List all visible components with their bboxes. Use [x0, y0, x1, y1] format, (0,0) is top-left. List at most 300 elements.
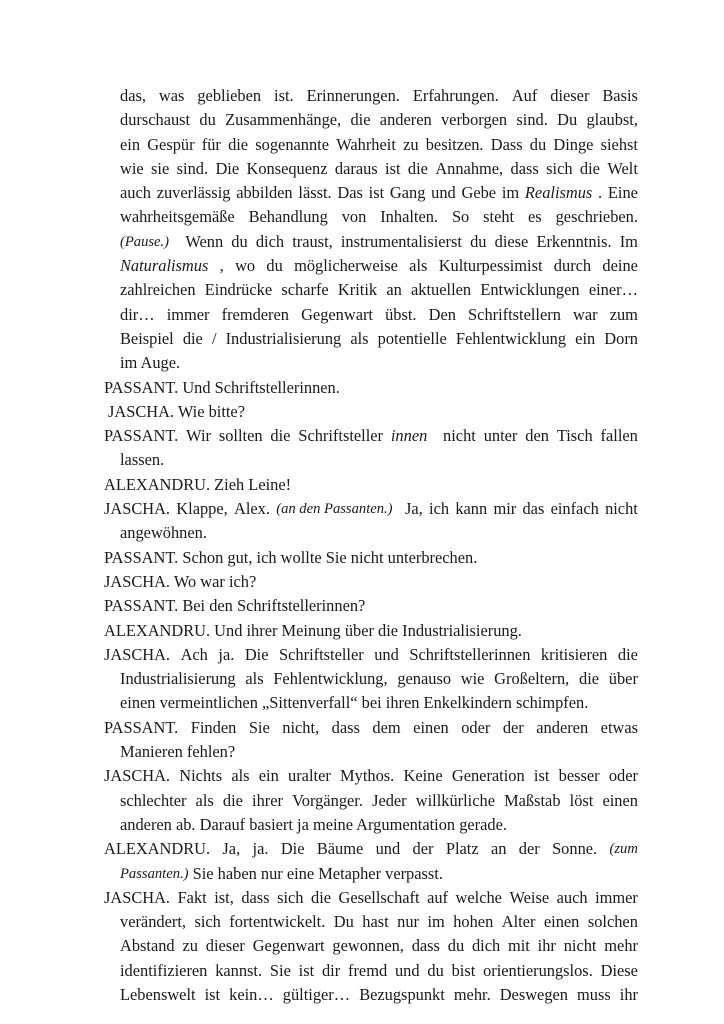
text-word: sich	[546, 158, 573, 178]
text-word: Industrialisierung	[225, 328, 342, 348]
text-word: verborgen	[440, 110, 508, 130]
text-word: Platz	[445, 839, 479, 859]
text-word: ist,	[214, 887, 234, 907]
stage-direction: Passanten.)	[120, 865, 189, 882]
text-word: die	[270, 426, 291, 446]
text-line	[104, 84, 638, 108]
text-word: verändert,	[120, 912, 186, 932]
text-word: kann	[455, 499, 488, 519]
text-word: Die	[215, 158, 240, 178]
text-word: du	[470, 231, 487, 251]
text-word: die	[579, 669, 600, 689]
text-word: es	[528, 207, 542, 227]
text-word: Fehlentwicklung,	[273, 669, 388, 689]
text-line	[104, 473, 638, 497]
text-word: das,	[120, 86, 146, 105]
text-word: Schriftstellern	[468, 304, 561, 324]
text-word: JASCHA.	[104, 766, 171, 786]
text-word: ist	[368, 183, 385, 203]
text-line	[104, 424, 638, 448]
text-word: bist	[451, 960, 476, 980]
text-word: solchen	[587, 912, 638, 932]
text-word: wie	[460, 669, 485, 689]
text-word: So	[451, 207, 470, 227]
text-line	[104, 740, 638, 764]
text-line	[104, 983, 638, 1007]
text-word: Weise	[509, 887, 550, 907]
text-word: dieser	[205, 936, 245, 956]
text-word: ihr	[537, 936, 556, 956]
document-page	[104, 84, 638, 1007]
text-line	[104, 862, 638, 886]
text-word: Tisch	[556, 426, 593, 446]
text-word: Alter	[501, 912, 536, 932]
text-word: Klappe,	[176, 499, 228, 519]
text-word: immer	[595, 887, 638, 907]
text-word: mir	[493, 499, 517, 519]
text-word: wahrheitsgemäße	[120, 207, 235, 227]
text-word: Kritik	[337, 280, 378, 300]
text-word: Vorgänger.	[292, 790, 363, 810]
text-word: etwas	[600, 717, 638, 737]
text-line	[104, 789, 638, 813]
text-line	[104, 205, 638, 229]
text-word: ein	[120, 134, 141, 154]
text-line	[104, 133, 638, 157]
text-line	[104, 570, 638, 594]
text-word: Konsequenz	[246, 158, 328, 178]
text-line	[104, 643, 638, 667]
text-word: besitzen.	[425, 134, 484, 154]
text-word: Entwicklungen	[480, 280, 580, 300]
text-word: Die	[280, 839, 305, 859]
text-word: scharfe	[281, 280, 329, 300]
text-word: einer…	[588, 280, 638, 300]
text-word: ja.	[252, 839, 269, 859]
text-word: kritisieren	[540, 644, 608, 664]
text-word: Du	[333, 912, 354, 932]
text-word: an	[490, 839, 507, 859]
text-word: ja.	[218, 644, 235, 664]
text-word: Eine	[607, 183, 638, 203]
text-word: Dinge	[553, 134, 594, 154]
text-line	[104, 254, 638, 278]
text-word: Dorn	[604, 328, 638, 348]
text-word: du	[427, 960, 444, 980]
text-word: du	[231, 231, 248, 251]
text-line	[104, 546, 638, 570]
text-word: Erfahrungen.	[412, 86, 499, 105]
text-word: dem	[372, 717, 401, 737]
text-word: Finden	[190, 717, 237, 737]
text-word: übst.	[385, 304, 417, 324]
text-word: /	[211, 328, 217, 348]
text-word: siehst	[600, 134, 638, 154]
text-run: JASCHA. Wie bitte?	[108, 401, 245, 421]
stage-direction: Realismus	[524, 183, 593, 203]
text-line	[104, 400, 638, 424]
text-line	[104, 716, 638, 740]
text-word: gültiger…	[282, 984, 351, 1004]
text-word: aktuellen	[411, 280, 472, 300]
text-word: uralter	[288, 766, 331, 786]
text-word: ALEXANDRU.	[104, 839, 211, 859]
text-word: diese	[494, 231, 529, 251]
text-word: Deswegen	[499, 984, 568, 1004]
stage-direction: (an den Passanten.)	[276, 501, 393, 518]
text-line	[104, 691, 638, 715]
text-word: dich	[255, 231, 285, 251]
text-word: oder	[608, 766, 638, 786]
text-word: dir…	[120, 304, 155, 324]
text-word: fremd	[348, 960, 388, 980]
text-word: im	[427, 912, 445, 932]
text-word: Gang	[389, 183, 426, 203]
text-word: lässt.	[298, 183, 332, 203]
text-word: die	[407, 158, 428, 178]
text-word: .	[598, 183, 603, 203]
text-run: PASSANT. Bei den Schriftstellerinnen?	[104, 596, 366, 616]
text-word: der	[412, 839, 434, 859]
text-word: und	[375, 839, 401, 859]
text-word: die	[350, 110, 371, 130]
text-word: fallen	[600, 426, 638, 446]
text-run: angewöhnen.	[120, 523, 207, 543]
text-word: Sonne.	[552, 839, 598, 859]
text-word: Basis	[602, 86, 638, 105]
text-word: was	[158, 86, 185, 105]
text-word: einfach	[550, 499, 599, 519]
text-word: du	[266, 256, 283, 276]
text-word: identifizieren	[120, 960, 208, 980]
text-word: einen	[413, 717, 449, 737]
text-word: die	[182, 328, 203, 348]
text-word: orientierungslos.	[483, 960, 593, 980]
text-word: löst	[569, 790, 594, 810]
text-word: der	[502, 717, 524, 737]
text-word: daraus	[334, 158, 378, 178]
text-word: sich	[277, 887, 304, 907]
text-word: nicht	[443, 426, 476, 446]
text-word: Auf	[511, 86, 538, 105]
text-word: dass	[510, 158, 539, 178]
text-word: und	[394, 960, 420, 980]
text-line	[104, 448, 638, 472]
text-run: lassen.	[120, 450, 165, 470]
text-word: JASCHA.	[104, 644, 171, 664]
text-word: die	[228, 134, 249, 154]
text-word: nicht,	[282, 717, 320, 737]
stage-direction: (Pause.)	[120, 233, 170, 250]
text-word: deine	[602, 256, 638, 276]
text-word: Bäume	[316, 839, 364, 859]
text-word: Mythos.	[340, 766, 395, 786]
text-word: die	[311, 887, 332, 907]
text-word: Schriftstellerinnen	[409, 644, 531, 664]
text-run: im Auge.	[120, 353, 181, 373]
text-word: Schriftsteller	[298, 426, 383, 446]
text-word: gewonnen,	[332, 936, 404, 956]
text-word: Gesellschaft	[338, 887, 420, 907]
text-word: an	[386, 280, 402, 300]
text-line	[104, 230, 638, 254]
text-word: auf	[427, 887, 449, 907]
text-line	[104, 376, 638, 400]
text-word: ist	[533, 766, 550, 786]
text-word: ihr	[619, 984, 638, 1004]
text-word: Erinnerungen.	[306, 86, 400, 105]
text-word: Wir	[186, 426, 211, 446]
text-line	[104, 157, 638, 181]
text-word: Jeder	[372, 790, 407, 810]
text-word: als	[231, 766, 250, 786]
text-run: JASCHA. Wo war ich?	[104, 571, 257, 591]
text-line	[104, 764, 638, 788]
text-word: sogenannte	[255, 134, 330, 154]
text-word: Diese	[600, 960, 638, 980]
text-word: kein…	[229, 984, 274, 1004]
text-word: ein	[258, 766, 279, 786]
text-word: im	[501, 183, 520, 203]
text-word: und	[431, 183, 456, 203]
text-word: Industrialisierung	[120, 669, 236, 689]
text-word: dass	[241, 887, 270, 907]
text-word: JASCHA.	[104, 887, 171, 907]
text-word: steht	[483, 207, 515, 227]
text-run: Sie haben nur eine Metapher verpasst.	[188, 863, 443, 883]
text-word: einen	[543, 912, 580, 932]
text-word: sind.	[516, 110, 548, 130]
text-word: Wahrheit	[336, 134, 396, 154]
text-word: du	[199, 110, 216, 130]
text-word: anderen	[536, 717, 589, 737]
text-word: Eindrücke	[204, 280, 273, 300]
text-word: geblieben	[197, 86, 262, 105]
text-word: Bezugspunkt	[359, 984, 445, 1004]
text-word: zuverlässig	[156, 183, 231, 203]
text-line	[104, 667, 638, 691]
text-word: den	[525, 426, 549, 446]
text-word: mehr.	[453, 984, 491, 1004]
text-word: einen	[602, 790, 638, 810]
text-line	[104, 108, 638, 132]
text-word: ich	[429, 499, 450, 519]
text-word: ein	[575, 328, 596, 348]
text-line	[104, 351, 638, 375]
text-word: auch	[120, 183, 151, 203]
text-line	[104, 303, 638, 327]
text-run: anderen ab. Darauf basiert ja meine Argumentation gerade.	[120, 814, 507, 834]
text-word: unter	[483, 426, 518, 446]
text-word: willkürliche	[415, 790, 495, 810]
text-word: über	[608, 669, 638, 689]
text-word: sind.	[176, 158, 209, 178]
text-word: Großeltern,	[494, 669, 570, 689]
text-word: sich	[194, 912, 221, 932]
text-word: JASCHA.	[104, 499, 171, 519]
text-word: als	[195, 790, 214, 810]
text-word: mit	[508, 936, 530, 956]
stage-direction: innen	[390, 426, 428, 446]
text-word: oder	[461, 717, 491, 737]
text-word: ist	[385, 158, 401, 178]
text-line	[104, 959, 638, 983]
text-word: war	[573, 304, 598, 324]
text-line	[104, 934, 638, 958]
text-line	[104, 327, 638, 351]
text-word: traust,	[292, 231, 333, 251]
text-word: hast	[362, 912, 389, 932]
text-word: dir	[321, 960, 341, 980]
text-word: zu	[403, 134, 419, 154]
text-word: sie	[151, 158, 170, 178]
text-word: Sie	[248, 717, 270, 737]
text-run: PASSANT. Schon gut, ich wollte Sie nicht unterbrechen.	[104, 547, 478, 567]
text-word: als	[245, 669, 264, 689]
text-word: Keine	[403, 766, 443, 786]
text-word: Annahme,	[435, 158, 504, 178]
text-word: Beispiel	[120, 328, 174, 348]
text-word: Dass	[490, 134, 523, 154]
text-word: sollten	[218, 426, 263, 446]
text-word: muss	[577, 984, 611, 1004]
text-word: Gespür	[147, 134, 195, 154]
text-line	[104, 619, 638, 643]
text-word: ist.	[274, 86, 294, 105]
text-word: durch	[553, 256, 592, 276]
text-line	[104, 910, 638, 934]
text-line	[104, 521, 638, 545]
text-word: Maßstab	[504, 790, 561, 810]
text-word: besser	[558, 766, 600, 786]
text-word: fremderen	[221, 304, 289, 324]
text-word: Im	[619, 231, 638, 251]
text-word: nur	[397, 912, 419, 932]
text-line	[104, 837, 638, 861]
text-word: PASSANT.	[104, 426, 179, 446]
text-word: ist	[204, 984, 221, 1004]
text-word: durschaust	[120, 110, 191, 130]
text-word: Gegenwart	[301, 304, 373, 324]
text-word: Alex.	[233, 499, 270, 519]
text-word: geschrieben.	[555, 207, 638, 227]
text-word: du	[529, 134, 547, 154]
text-word: kannst.	[215, 960, 263, 980]
text-word: Ja,	[405, 499, 423, 519]
text-word: nicht	[563, 936, 597, 956]
text-run: ALEXANDRU. Und ihrer Meinung über die Industrialisierung.	[104, 620, 522, 640]
text-word: Nichts	[179, 766, 223, 786]
text-word: die	[222, 790, 243, 810]
text-word: Wenn	[185, 231, 224, 251]
text-word: ist	[298, 960, 315, 980]
text-word: Behandlung	[248, 207, 328, 227]
text-word: Lebenswelt	[120, 984, 196, 1004]
text-word: als	[350, 328, 369, 348]
text-run: Manieren fehlen?	[120, 742, 236, 762]
text-word: nicht	[605, 499, 638, 519]
text-word: dass	[331, 717, 360, 737]
text-word: glaubst,	[586, 110, 638, 130]
text-word: Inhalten.	[380, 207, 439, 227]
text-word: Das	[337, 183, 363, 203]
text-word: instrumentalisierst	[340, 231, 462, 251]
text-line	[104, 497, 638, 521]
text-word: welche	[455, 887, 502, 907]
text-line	[104, 278, 638, 302]
text-word: fortentwickelt.	[229, 912, 326, 932]
text-word: schlechter	[120, 790, 187, 810]
text-word: und	[374, 644, 399, 664]
text-word: für	[201, 134, 221, 154]
text-word: Gegenwart	[252, 936, 325, 956]
text-word: Fakt	[177, 887, 207, 907]
text-word: Du	[557, 110, 578, 130]
stage-direction: (zum	[609, 841, 638, 858]
text-word: Ach	[180, 644, 208, 664]
text-word: zu	[182, 936, 198, 956]
text-word: mehr	[604, 936, 638, 956]
text-run: PASSANT. Und Schriftstellerinnen.	[104, 377, 340, 397]
text-word: zahlreichen	[120, 280, 196, 300]
text-word: dich	[471, 936, 501, 956]
stage-direction: Naturalismus	[120, 256, 209, 276]
text-word: zum	[609, 304, 638, 324]
text-word: Welt	[607, 158, 638, 178]
text-word: möglicherweise	[294, 256, 398, 276]
text-word: die	[617, 644, 638, 664]
text-word: ,	[219, 256, 224, 276]
text-word: das	[522, 499, 545, 519]
text-word: genauso	[397, 669, 452, 689]
text-word: Den	[428, 304, 456, 324]
text-word: anderen	[379, 110, 432, 130]
text-line	[104, 813, 638, 837]
text-word: potentielle	[377, 328, 447, 348]
text-word: auch	[556, 887, 588, 907]
text-word: die	[579, 158, 600, 178]
text-word: Abstand	[120, 936, 175, 956]
text-line	[104, 181, 638, 205]
text-word: immer	[166, 304, 210, 324]
text-word: dieser	[550, 86, 590, 105]
text-word: wie	[120, 158, 144, 178]
text-line	[104, 886, 638, 910]
text-word: Generation	[451, 766, 525, 786]
text-word: du	[447, 936, 465, 956]
text-line	[104, 594, 638, 618]
text-word: Die	[244, 644, 269, 664]
text-word: Ja,	[222, 839, 241, 859]
text-word: ihrer	[252, 790, 283, 810]
text-word: Erkenntnis.	[536, 231, 612, 251]
text-word: wo	[235, 256, 256, 276]
text-word: von	[341, 207, 367, 227]
text-word: PASSANT.	[104, 717, 179, 737]
text-word: Gebe	[461, 183, 497, 203]
text-word: Schriftsteller	[279, 644, 364, 664]
text-word: abbilden	[236, 183, 293, 203]
text-word: der	[518, 839, 540, 859]
text-word: dass	[411, 936, 440, 956]
text-run: ALEXANDRU. Zieh Leine!	[104, 474, 292, 494]
text-word: Fehlentwicklung	[455, 328, 567, 348]
text-run: einen vermeintlichen „Sittenverfall“ bei ihren Enkelkindern schimpfen.	[120, 693, 589, 713]
text-word: Zusammenhänge,	[225, 110, 342, 130]
text-word: Sie	[269, 960, 291, 980]
text-word: Kulturpessimist	[438, 256, 543, 276]
text-word: hohen	[453, 912, 494, 932]
